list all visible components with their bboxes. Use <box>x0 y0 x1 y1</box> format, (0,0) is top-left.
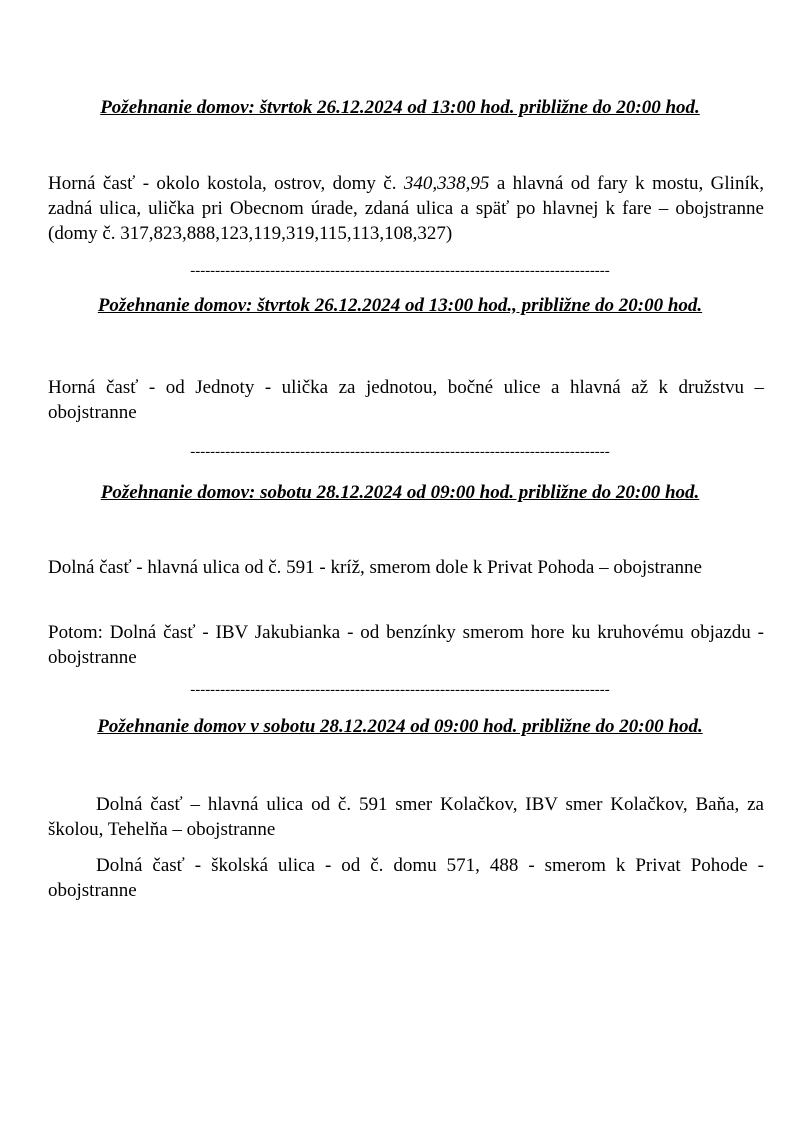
section-heading-3: Požehnanie domov: sobotu 28.12.2024 od 09:00 hod. približne do 20:00 hod. <box>100 482 700 503</box>
separator-line-2: ------------------------------------------------------------------------------------ <box>190 444 610 460</box>
section-1-paragraph-1 <box>48 171 764 246</box>
section-3-paragraph-1: Dolná časť - hlavná ulica od č. 591 - kríž, smerom dole k Privat Pohoda – obojstranne <box>48 557 702 578</box>
section-4-paragraph-2: Dolná časť - školská ulica - od č. domu 571, 488 - smerom k Privat Pohode - obojstranne <box>48 855 764 901</box>
paragraph-text: Horná časť - okolo kostola, ostrov, domy č. <box>48 173 404 194</box>
paragraph-text: a hlavná od fary k mostu, Gliník, zadná ulica, ulička pri Obecnom úrade, zdaná ulica a späť po hlavnej k fare – obojstranne (domy č. 317,823,888,123,119,319,115,113,108,327) <box>48 173 764 244</box>
section-3-paragraph-2: Potom: Dolná časť - IBV Jakubianka - od benzínky smerom hore ku kruhovému objazdu - obojstranne <box>48 622 764 668</box>
section-heading-1: Požehnanie domov: štvrtok 26.12.2024 od 13:00 hod. približne do 20:00 hod. <box>100 97 700 118</box>
section-4-paragraph-1: Dolná časť – hlavná ulica od č. 591 smer Kolačkov, IBV smer Kolačkov, Baňa, za školou, Tehelňa – obojstranne <box>48 794 764 840</box>
section-heading-2: Požehnanie domov: štvrtok 26.12.2024 od 13:00 hod., približne do 20:00 hod. <box>97 295 703 316</box>
section-2-paragraph-1: Horná časť - od Jednoty - ulička za jednotou, bočné ulice a hlavná až k družstvu – obojstranne <box>48 377 764 423</box>
house-numbers-italic: 340,338,95 <box>403 173 490 194</box>
section-heading-4: Požehnanie domov v sobotu 28.12.2024 od 09:00 hod. približne do 20:00 hod. <box>97 716 703 737</box>
separator-line-1: ------------------------------------------------------------------------------------ <box>190 263 610 279</box>
separator-line-3: ------------------------------------------------------------------------------------ <box>190 682 610 698</box>
